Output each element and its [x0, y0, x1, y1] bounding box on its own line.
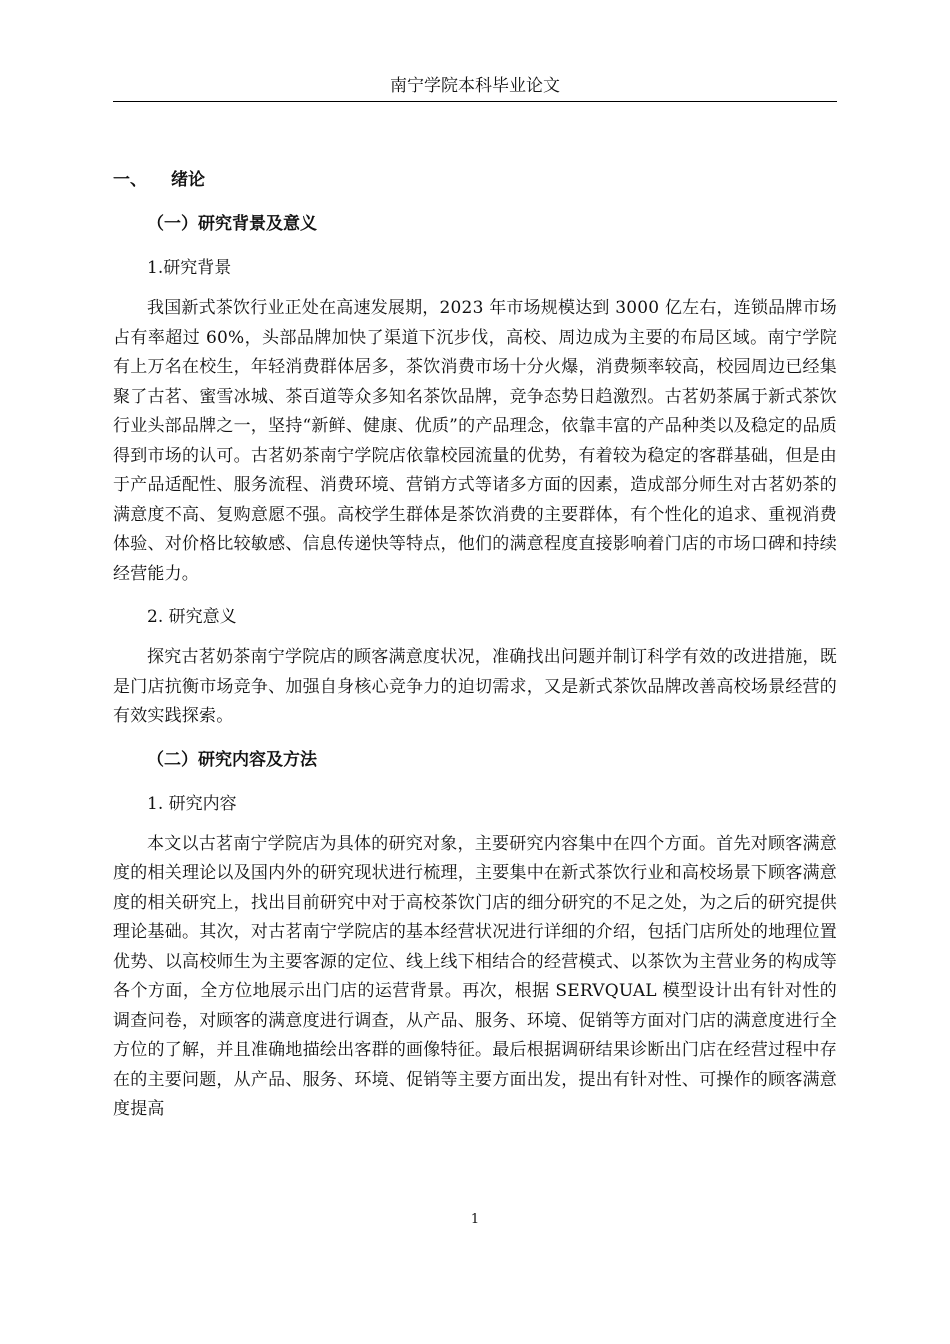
header-rule [113, 101, 837, 102]
chapter-title: 绪论 [171, 170, 205, 190]
chapter-number: 一、 [113, 170, 147, 190]
section-heading-content-methods: （二）研究内容及方法 [147, 749, 317, 770]
subsection-heading-content: 1. 研究内容 [147, 793, 237, 814]
subsection-heading-background: 1.研究背景 [147, 258, 232, 278]
paragraph-background: 我国新式茶饮行业正处在高速发展期，2023 年市场规模达到 3000 亿左右，连锁品牌市场占有率超过 60%，头部品牌加快了渠道下沉步伐，高校、周边成为主要的布局区域。南宁学院有上万名在校生，年轻消费群体居多，茶饮消费市场十分火爆，消费频率较高，校园周边已经集聚了古茗、蜜雪冰城、茶百道等众多知名茶饮品牌，竞争态势日趋激烈。古茗奶茶属于新式茶饮行业头部品牌之一，坚持“新鲜、健康、优质”的产品理念，依靠丰富的产品种类以及稳定的品质得到市场的认可。古茗奶茶南宁学院店依靠校园流量的优势，有着较为稳定的客群基础，但是由于产品适配性、服务流程、消费环境、营销方式等诸多方面的因素，造成部分师生对古茗奶茶的满意度不高、复购意愿不强。高校学生群体是茶饮消费的主要群体，有个性化的追求、重视消费体验、对价格比较敏感、信息传递快等特点，他们的满意程度直接影响着门店的市场口碑和持续经营能力。 [113, 298, 837, 584]
chapter-heading [113, 162, 837, 198]
body-content [113, 162, 837, 1135]
section-heading-background: （一）研究背景及意义 [147, 214, 317, 234]
paragraph-content: 本文以古茗南宁学院店为具体的研究对象，主要研究内容集中在四个方面。首先对顾客满意度的相关理论以及国内外的研究现状进行梳理，主要集中在新式茶饮行业和高校场景下顾客满意度的相关研究上，找出目前研究中对于高校茶饮门店的细分研究的不足之处，为之后的研究提供理论基础。其次，对古茗南宁学院店的基本经营状况进行详细的介绍，包括门店所处的地理位置优势、以高校师生为主要客源的定位、线上线下相结合的经营模式、以茶饮为主营业务的构成等各个方面，全方位地展示出门店的运营背景。再次，根据 SERVQUAL 模型设计出有针对性的调查问卷，对顾客的满意度进行调查，从产品、服务、环境、促销等方面对门店的满意度进行全方位的了解，并且准确地描绘出客群的画像特征。最后根据调研结果诊断出门店在经营过程中存在的主要问题，从产品、服务、环境、促销等主要方面出发，提出有针对性、可操作的顾客满意度提高 [113, 833, 837, 1119]
subsection-heading-significance: 2. 研究意义 [147, 607, 237, 627]
running-header: 南宁学院本科毕业论文 [390, 76, 560, 96]
paragraph-significance: 探究古茗奶茶南宁学院店的顾客满意度状况，准确找出问题并制订科学有效的改进措施，既是门店抗衡市场竞争、加强自身核心竞争力的迫切需求，又是新式茶饮品牌改善高校场景经营的有效实践探索。 [113, 647, 837, 726]
page-number: 1 [470, 1212, 480, 1227]
